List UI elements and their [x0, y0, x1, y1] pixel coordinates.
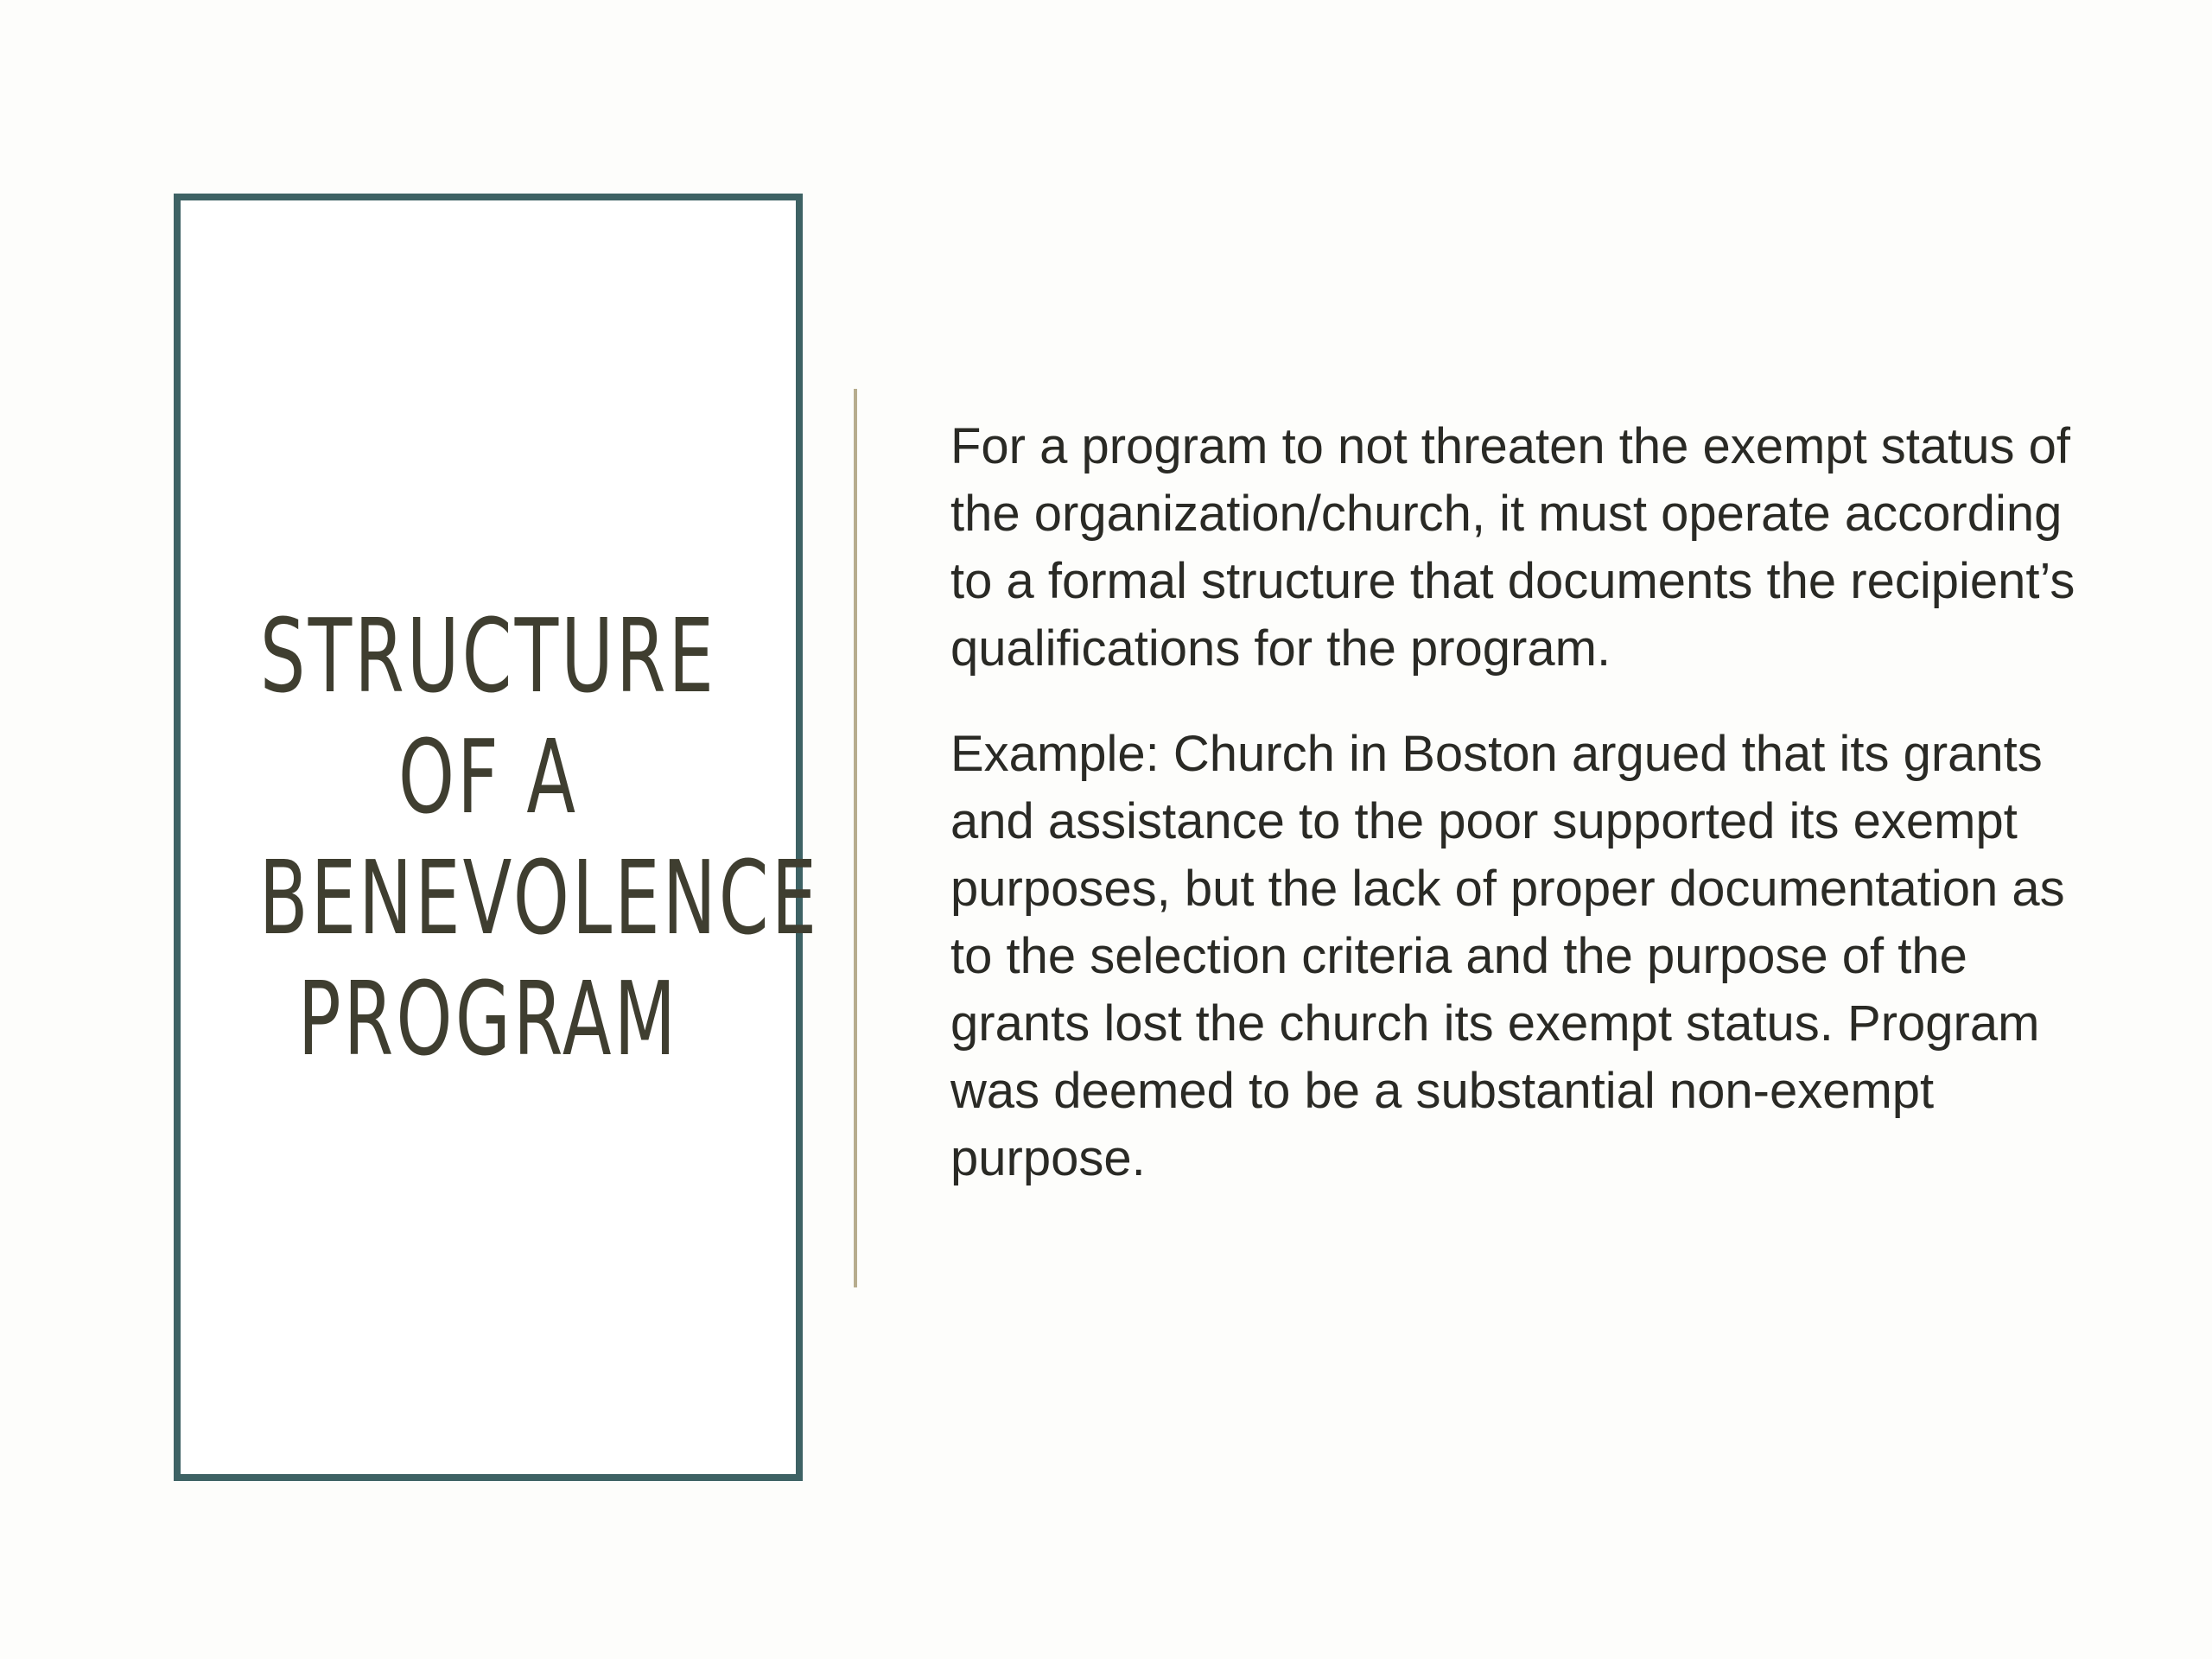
- slide-body: [950, 413, 2100, 1230]
- vertical-divider: [854, 389, 857, 1287]
- title-frame: [174, 194, 820, 1481]
- slide-title: STRUCTURE OF A BENEVOLENCE PROGRAM: [258, 596, 820, 1078]
- body-paragraph-1: For a program to not threaten the exempt status of the organization/church, it must operate according to a formal structure that documents the recipient’s qualifications for the program.: [950, 418, 2075, 677]
- body-paragraph-2: Example: Church in Boston argued that its grants and assistance to the poor supported its exempt purposes, but the lack of proper documentation as to the selection criteria and the purpose of the grants lost the church its exempt status. Program was deemed to be a substantial non-exempt purpose.: [950, 726, 2065, 1186]
